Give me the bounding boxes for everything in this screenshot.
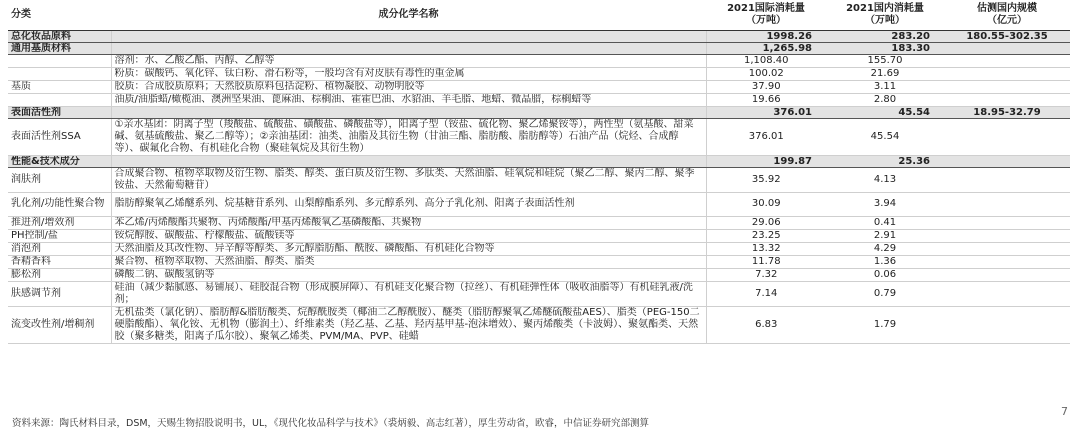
- intl-consumption-cell: 19.66: [706, 93, 826, 106]
- ingredient-cell: [111, 30, 706, 42]
- ingredients-table: [8, 0, 1070, 344]
- domestic-scale-cell: [944, 80, 1070, 93]
- category-cell: 消泡剂: [8, 242, 111, 255]
- table-row: [8, 255, 1070, 268]
- domestic-scale-cell: [944, 118, 1070, 155]
- category-cell: [8, 54, 111, 67]
- table-row: [8, 118, 1070, 155]
- intl-consumption-cell: 23.25: [706, 229, 826, 242]
- domestic-scale-cell: [944, 229, 1070, 242]
- domestic-scale-cell: [944, 93, 1070, 106]
- table-row: [8, 54, 1070, 67]
- domestic-consumption-cell: 3.94: [826, 192, 944, 216]
- table-body: [8, 30, 1070, 343]
- domestic-scale-cell: [944, 42, 1070, 54]
- category-cell: [8, 93, 111, 106]
- intl-consumption-cell: 6.83: [706, 306, 826, 343]
- intl-consumption-cell: 1,265.98: [706, 42, 826, 54]
- section-row: [8, 155, 1070, 167]
- domestic-scale-cell: 180.55-302.35: [944, 30, 1070, 42]
- table-row: [8, 306, 1070, 343]
- category-cell: 乳化剂/功能性聚合物: [8, 192, 111, 216]
- domestic-scale-cell: [944, 192, 1070, 216]
- header-scale: 估测国内规模 （亿元）: [944, 0, 1070, 30]
- ingredient-cell: 天然油脂及其改性物、异辛醇等醇类、多元醇脂肪酯、酰胺、磷酸酯、有机硅化合物等: [111, 242, 706, 255]
- domestic-consumption-cell: 21.69: [826, 67, 944, 80]
- domestic-scale-cell: [944, 155, 1070, 167]
- table-header-row: [8, 0, 1070, 30]
- intl-consumption-cell: 11.78: [706, 255, 826, 268]
- table-row: [8, 67, 1070, 80]
- section-row: [8, 42, 1070, 54]
- ingredient-cell: 硅油（减少黏腻感、易铺展）、硅胶混合物（形成膜屏障）、有机硅支化聚合物（拉丝）、有机硅弹性体（吸收油脂等）有机硅乳液/洗剂；: [111, 281, 706, 306]
- intl-consumption-cell: 13.32: [706, 242, 826, 255]
- category-cell: 推进剂/增效剂: [8, 216, 111, 229]
- table-row: [8, 242, 1070, 255]
- category-cell: 流变改性剂/增稠剂: [8, 306, 111, 343]
- category-cell: 表面活性剂: [8, 106, 111, 118]
- table-row: [8, 192, 1070, 216]
- ingredient-cell: 苯乙烯/丙烯酸酯共聚物、丙烯酸酯/甲基丙烯酸氧乙基磷酸酯、共聚物: [111, 216, 706, 229]
- section-row: [8, 106, 1070, 118]
- intl-consumption-cell: 7.32: [706, 268, 826, 281]
- domestic-scale-cell: [944, 216, 1070, 229]
- domestic-scale-cell: [944, 281, 1070, 306]
- domestic-consumption-cell: 0.06: [826, 268, 944, 281]
- ingredient-cell: 铵烷醇胺、碳酸盐、柠檬酸盐、硫酸镁等: [111, 229, 706, 242]
- ingredient-cell: [111, 42, 706, 54]
- domestic-scale-cell: [944, 54, 1070, 67]
- ingredient-cell: [111, 106, 706, 118]
- domestic-consumption-cell: 2.91: [826, 229, 944, 242]
- domestic-scale-cell: [944, 67, 1070, 80]
- domestic-consumption-cell: 283.20: [826, 30, 944, 42]
- header-domestic: 2021国内消耗量 （万吨）: [826, 0, 944, 30]
- domestic-consumption-cell: 1.79: [826, 306, 944, 343]
- table-row: [8, 80, 1070, 93]
- table-row: [8, 216, 1070, 229]
- domestic-scale-cell: [944, 255, 1070, 268]
- intl-consumption-cell: 100.02: [706, 67, 826, 80]
- ingredient-cell: ①亲水基团：阴离子型（羧酸盐、硫酸盐、磺酸盐、磷酸盐等），阳离子型（铵盐、硫化物、聚乙烯聚铵等），两性型（氨基酸、甜菜碱、氨基硫酸盐、聚乙二醇等）；②亲油基团：油类、油脂及其衍生物（甘油三酯、脂肪酸、脂肪醇等）石油产品（烷烃、合成醇等）、碳氟化合物、有机硅化合物（聚硅氧烷及其衍生物）: [111, 118, 706, 155]
- category-cell: 总化妆品原料: [8, 30, 111, 42]
- intl-consumption-cell: 1998.26: [706, 30, 826, 42]
- domestic-scale-cell: 18.95-32.79: [944, 106, 1070, 118]
- intl-consumption-cell: 1,108.40: [706, 54, 826, 67]
- table-row: [8, 167, 1070, 192]
- table-row: [8, 93, 1070, 106]
- source-footnote: 资料来源：陶氏材料目录，DSM，天赐生物招股说明书，UL，《现代化妆品科学与技术》（裘炳毅、高志红著），厚生劳动省，欧睿，中信证券研究部测算: [12, 418, 650, 429]
- category-cell: 通用基质材料: [8, 42, 111, 54]
- domestic-consumption-cell: 0.41: [826, 216, 944, 229]
- domestic-scale-cell: [944, 268, 1070, 281]
- ingredient-cell: 脂肪醇聚氧乙烯醚系列、烷基糖苷系列、山梨醇酯系列、多元醇系列、高分子乳化剂、阳离子表面活性剂: [111, 192, 706, 216]
- ingredient-cell: 溶剂：水、乙酸乙酯、丙醇、乙醇等: [111, 54, 706, 67]
- domestic-consumption-cell: 1.36: [826, 255, 944, 268]
- category-cell: 香精香料: [8, 255, 111, 268]
- table-row: [8, 268, 1070, 281]
- category-cell: 表面活性剂SSA: [8, 118, 111, 155]
- ingredient-cell: 无机盐类（氯化钠）、脂肪醇&脂肪酸类、烷醇酰胺类（椰油二乙醇酰胺）、醚类（脂肪醇聚氧乙烯醚硫酸盐AES）、脂类（PEG-150二硬脂酸酯）、氧化铵、无机物（膨润土）、纤维素类（羟乙基、乙基、羟丙基甲基-泡沫增效）、聚丙烯酸类（卡波姆）、聚氨酯类、天然胶（聚多糖类，阳离子瓜尔胶）、聚氧乙烯类、PVM/MA、PVP、硅蜡: [111, 306, 706, 343]
- category-cell: [8, 67, 111, 80]
- domestic-consumption-cell: 4.29: [826, 242, 944, 255]
- ingredient-cell: 粉质：碳酸钙、氧化锌、钛白粉、滑石粉等，一般均含有对皮肤有毒性的重金属: [111, 67, 706, 80]
- header-name: 成分化学名称: [111, 0, 706, 30]
- domestic-consumption-cell: 2.80: [826, 93, 944, 106]
- intl-consumption-cell: 35.92: [706, 167, 826, 192]
- ingredient-cell: 磷酸二钠、碳酸氢钠等: [111, 268, 706, 281]
- page-number: 7: [1061, 405, 1068, 418]
- intl-consumption-cell: 7.14: [706, 281, 826, 306]
- intl-consumption-cell: 37.90: [706, 80, 826, 93]
- domestic-scale-cell: [944, 242, 1070, 255]
- table-row: [8, 281, 1070, 306]
- header-intl: 2021国际消耗量 （万吨）: [706, 0, 826, 30]
- category-cell: 肤感调节剂: [8, 281, 111, 306]
- intl-consumption-cell: 30.09: [706, 192, 826, 216]
- domestic-consumption-cell: 0.79: [826, 281, 944, 306]
- ingredient-cell: [111, 155, 706, 167]
- intl-consumption-cell: 199.87: [706, 155, 826, 167]
- table-row: [8, 229, 1070, 242]
- domestic-consumption-cell: 45.54: [826, 118, 944, 155]
- ingredient-cell: 合成聚合物、植物萃取物及衍生物、脂类、醇类、蛋白质及衍生物、多肽类、天然油脂、硅氧烷和硅烷（聚乙二醇、聚丙二醇、聚季铵盐、天然葡萄糖苷）: [111, 167, 706, 192]
- intl-consumption-cell: 376.01: [706, 118, 826, 155]
- domestic-consumption-cell: 4.13: [826, 167, 944, 192]
- header-category: 分类: [8, 0, 111, 30]
- ingredient-cell: 聚合物、植物萃取物、天然油脂、醇类、脂类: [111, 255, 706, 268]
- domestic-consumption-cell: 45.54: [826, 106, 944, 118]
- table-container: [8, 0, 1070, 344]
- domestic-consumption-cell: 25.36: [826, 155, 944, 167]
- ingredient-cell: 油质/油脂蜡/橄榄油、澳洲坚果油、蓖麻油、棕榈油、霍霍巴油、水貂油、羊毛脂、地蜡、微晶腊，棕榈蜡等: [111, 93, 706, 106]
- category-cell: 基质: [8, 80, 111, 93]
- domestic-consumption-cell: 3.11: [826, 80, 944, 93]
- category-cell: PH控制/盐: [8, 229, 111, 242]
- category-cell: 润肤剂: [8, 167, 111, 192]
- domestic-consumption-cell: 155.70: [826, 54, 944, 67]
- category-cell: 性能&技术成分: [8, 155, 111, 167]
- domestic-scale-cell: [944, 306, 1070, 343]
- ingredient-cell: 胶质：合成胶质原料；天然胶质原料包括淀粉、植物凝胶、动物明胶等: [111, 80, 706, 93]
- domestic-consumption-cell: 183.30: [826, 42, 944, 54]
- intl-consumption-cell: 376.01: [706, 106, 826, 118]
- category-cell: 膨松剂: [8, 268, 111, 281]
- section-row: [8, 30, 1070, 42]
- domestic-scale-cell: [944, 167, 1070, 192]
- intl-consumption-cell: 29.06: [706, 216, 826, 229]
